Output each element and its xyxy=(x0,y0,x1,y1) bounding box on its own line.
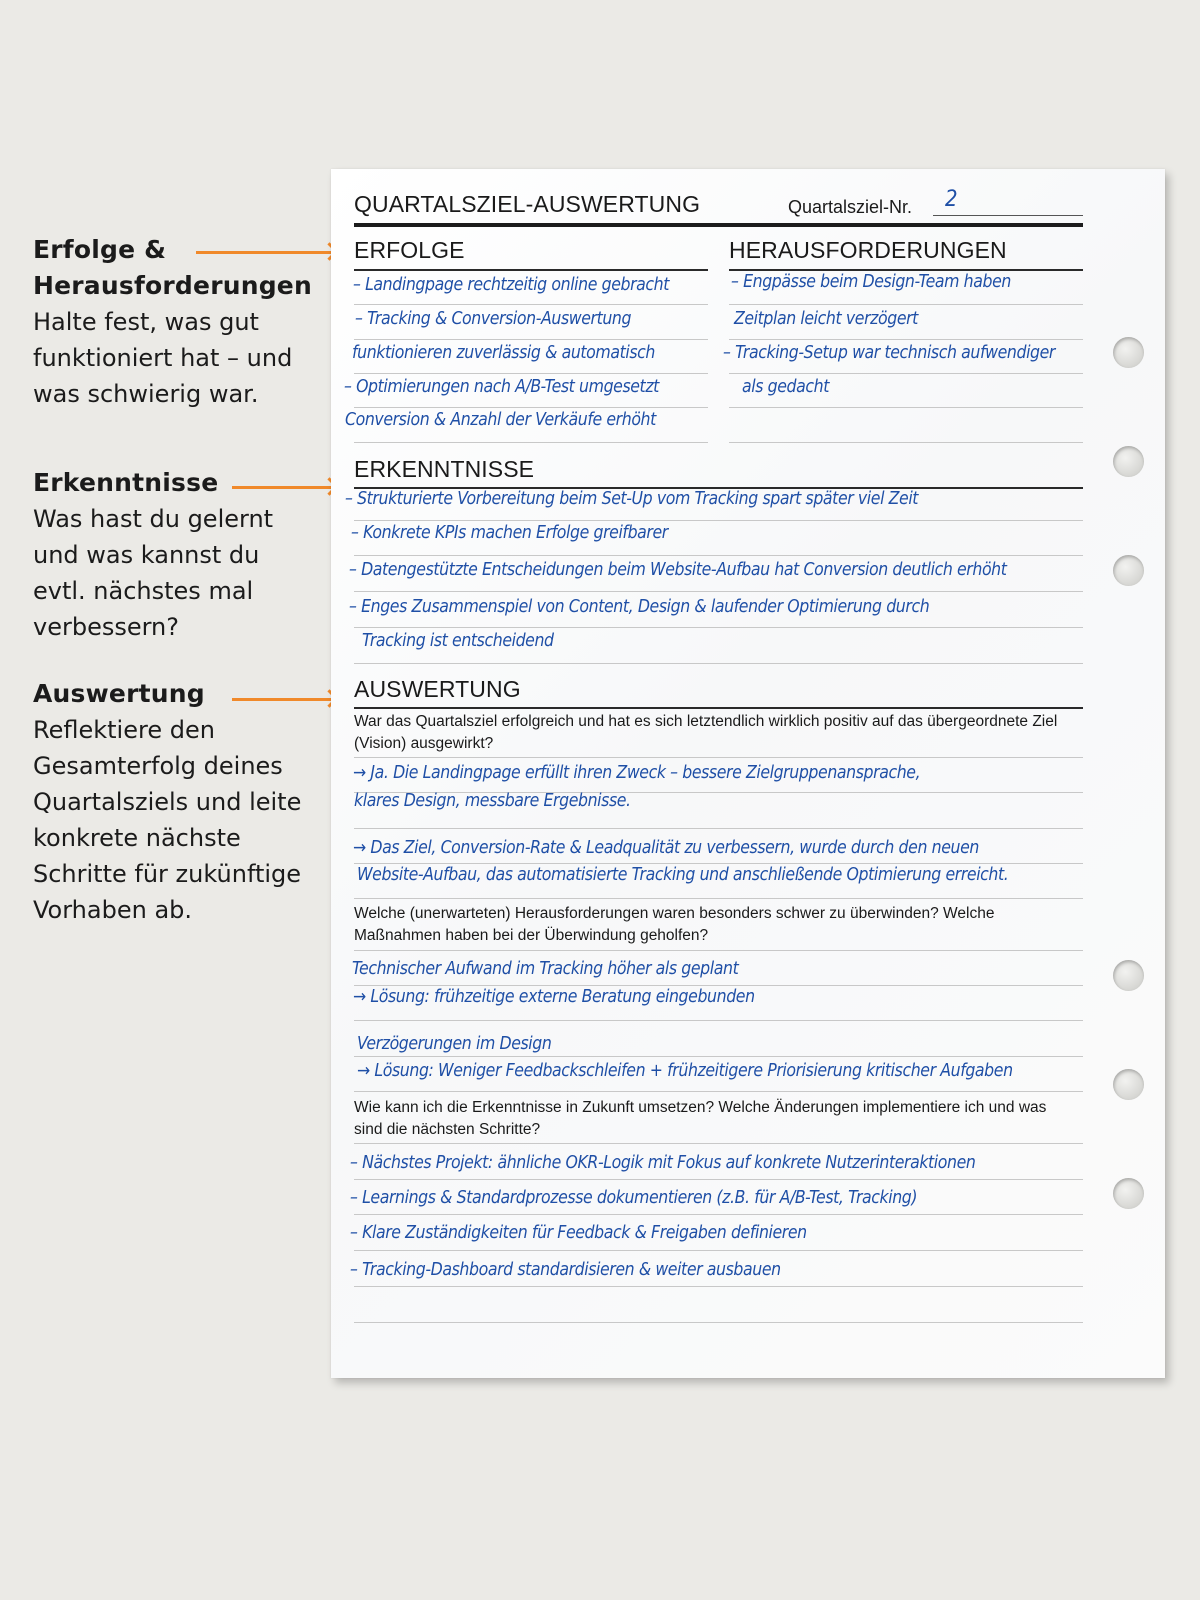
ruled-line xyxy=(354,1250,1083,1251)
answer-3-line: – Klare Zuständigkeiten für Feedback & Freigaben definieren xyxy=(350,1223,807,1243)
planner-sheet xyxy=(331,169,1165,1378)
ruled-line xyxy=(354,555,1083,556)
goal-number-label: Quartalsziel-Nr. xyxy=(788,197,913,217)
binder-hole-icon xyxy=(1113,1069,1144,1100)
binder-hole-icon xyxy=(1113,960,1144,991)
annotation-title: Herausforderungen xyxy=(33,271,312,300)
annotation-title: Auswertung xyxy=(33,679,205,708)
erfolge-line: Conversion & Anzahl der Verkäufe erhöht xyxy=(345,410,656,430)
herausforderungen-line: – Tracking-Setup war technisch aufwendiger xyxy=(723,343,1056,363)
herausforderungen-line: Zeitplan leicht verzögert xyxy=(734,309,918,329)
ruled-line xyxy=(354,591,1083,592)
answer-2-line: → Lösung: Weniger Feedbackschleifen + frühzeitigere Priorisierung kritischer Aufgaben xyxy=(357,1061,1013,1081)
erfolge-heading: ERFOLGE xyxy=(354,237,465,263)
annotation-title: Erfolge & xyxy=(33,235,167,264)
goal-number-field[interactable] xyxy=(933,215,1083,216)
answer-1-line: → Das Ziel, Conversion-Rate & Leadqualität zu verbessern, wurde durch den neuen xyxy=(353,838,979,858)
ruled-line xyxy=(354,1020,1083,1021)
erkenntnisse-line: – Enges Zusammenspiel von Content, Design & laufender Optimierung durch xyxy=(349,597,930,617)
ruled-line xyxy=(354,1143,1083,1144)
ruled-line xyxy=(729,407,1083,408)
annotation-text: Gesamterfolg deines xyxy=(33,752,283,780)
annotation-text: was schwierig war. xyxy=(33,380,259,408)
binder-hole-icon xyxy=(1113,446,1144,477)
ruled-line xyxy=(354,898,1083,899)
erkenntnisse-line: – Konkrete KPIs machen Erfolge greifbarer xyxy=(351,523,668,543)
herausforderungen-heading: HERAUSFORDERUNGEN xyxy=(729,237,1007,263)
ruled-line xyxy=(354,304,708,305)
ruled-line xyxy=(354,1286,1083,1287)
erfolge-line: – Optimierungen nach A/B-Test umgesetzt xyxy=(344,377,659,397)
herausforderungen-line: – Engpässe beim Design-Team haben xyxy=(731,272,1011,292)
annotation-text: Vorhaben ab. xyxy=(33,896,193,924)
binder-hole-icon xyxy=(1113,337,1144,368)
section-divider xyxy=(729,269,1083,271)
answer-2-line: Technischer Aufwand im Tracking höher als geplant xyxy=(352,959,739,979)
auswertung-heading: AUSWERTUNG xyxy=(354,676,521,702)
ruled-line xyxy=(354,373,708,374)
binder-hole-icon xyxy=(1113,1178,1144,1209)
arrow-right-icon xyxy=(196,251,334,254)
ruled-line xyxy=(354,627,1083,628)
erkenntnisse-line: Tracking ist entscheidend xyxy=(362,631,554,651)
ruled-line xyxy=(729,442,1083,443)
annotation-text: evtl. nächstes mal xyxy=(33,577,254,605)
erkenntnisse-heading: ERKENNTNISSE xyxy=(354,456,535,482)
arrow-right-icon xyxy=(232,698,334,701)
annotation-auswertung xyxy=(33,676,333,928)
ruled-line xyxy=(354,1056,1083,1057)
ruled-line xyxy=(354,339,708,340)
annotation-text: verbessern? xyxy=(33,613,180,641)
question-1: War das Quartalsziel erfolgreich und hat es sich letztendlich wirklich positiv auf das übergeordnete Ziel (Vision) ausgewirkt? xyxy=(354,713,1058,752)
question-2: Welche (unerwarteten) Herausforderungen waren besonders schwer zu überwinden? Welche Maßnahmen haben bei der Überwindung geholfen? xyxy=(354,905,995,944)
ruled-line xyxy=(354,1214,1083,1215)
ruled-line xyxy=(354,757,1083,758)
ruled-line xyxy=(354,407,708,408)
ruled-line xyxy=(354,520,1083,521)
annotation-text: funktioniert hat – und xyxy=(33,344,293,372)
answer-1-line: klares Design, messbare Ergebnisse. xyxy=(354,791,631,811)
annotation-erfolge xyxy=(33,232,333,412)
annotation-text: Was hast du gelernt xyxy=(33,505,274,533)
erkenntnisse-line: – Datengestützte Entscheidungen beim Website-Aufbau hat Conversion deutlich erhöht xyxy=(349,560,1007,580)
annotation-text: Schritte für zukünftige xyxy=(33,860,302,888)
sheet-title: QUARTALSZIEL-AUSWERTUNG xyxy=(354,191,701,217)
erkenntnisse-line: – Strukturierte Vorbereitung beim Set-Up vom Tracking spart später viel Zeit xyxy=(345,489,919,509)
erfolge-line: funktionieren zuverlässig & automatisch xyxy=(352,343,655,363)
question-3: Wie kann ich die Erkenntnisse in Zukunft umsetzen? Welche Änderungen implementiere ich und was sind die nächsten Schritte? xyxy=(354,1099,1047,1138)
ruled-line xyxy=(729,339,1083,340)
ruled-line xyxy=(729,304,1083,305)
arrow-right-icon xyxy=(232,486,334,489)
goal-number-value: 2 xyxy=(945,187,958,212)
answer-3-line: – Nächstes Projekt: ähnliche OKR-Logik mit Fokus auf konkrete Nutzerinteraktionen xyxy=(350,1153,976,1173)
erfolge-line: – Tracking & Conversion-Auswertung xyxy=(355,309,632,329)
section-divider xyxy=(354,707,1083,709)
ruled-line xyxy=(354,1091,1083,1092)
annotation-text: Reflektiere den xyxy=(33,716,215,744)
section-divider xyxy=(354,269,708,271)
ruled-line xyxy=(354,663,1083,664)
ruled-line xyxy=(354,1322,1083,1323)
ruled-line xyxy=(354,442,708,443)
ruled-line xyxy=(354,863,1083,864)
erfolge-line: – Landingpage rechtzeitig online gebracht xyxy=(353,275,670,295)
ruled-line xyxy=(354,1179,1083,1180)
ruled-line xyxy=(354,950,1083,951)
ruled-line xyxy=(729,373,1083,374)
annotation-text: Halte fest, was gut xyxy=(33,308,259,336)
answer-1-line: → Ja. Die Landingpage erfüllt ihren Zweck – bessere Zielgruppenansprache, xyxy=(353,763,921,783)
answer-3-line: – Tracking-Dashboard standardisieren & weiter ausbauen xyxy=(350,1260,781,1280)
answer-3-line: – Learnings & Standardprozesse dokumentieren (z.B. für A/B-Test, Tracking) xyxy=(350,1188,918,1208)
answer-1-line: Website-Aufbau, das automatisierte Tracking und anschließende Optimierung erreicht. xyxy=(357,865,1009,885)
ruled-line xyxy=(354,985,1083,986)
annotation-erkenntnisse xyxy=(33,465,333,645)
annotation-title: Erkenntnisse xyxy=(33,468,219,497)
annotation-text: Quartalsziels und leite xyxy=(33,788,302,816)
binder-hole-icon xyxy=(1113,555,1144,586)
annotation-text: und was kannst du xyxy=(33,541,260,569)
header-divider xyxy=(354,223,1083,227)
answer-2-line: Verzögerungen im Design xyxy=(357,1034,552,1054)
answer-2-line: → Lösung: frühzeitige externe Beratung eingebunden xyxy=(353,987,755,1007)
annotation-text: konkrete nächste xyxy=(33,824,241,852)
ruled-line xyxy=(354,828,1083,829)
herausforderungen-line: als gedacht xyxy=(742,377,829,397)
